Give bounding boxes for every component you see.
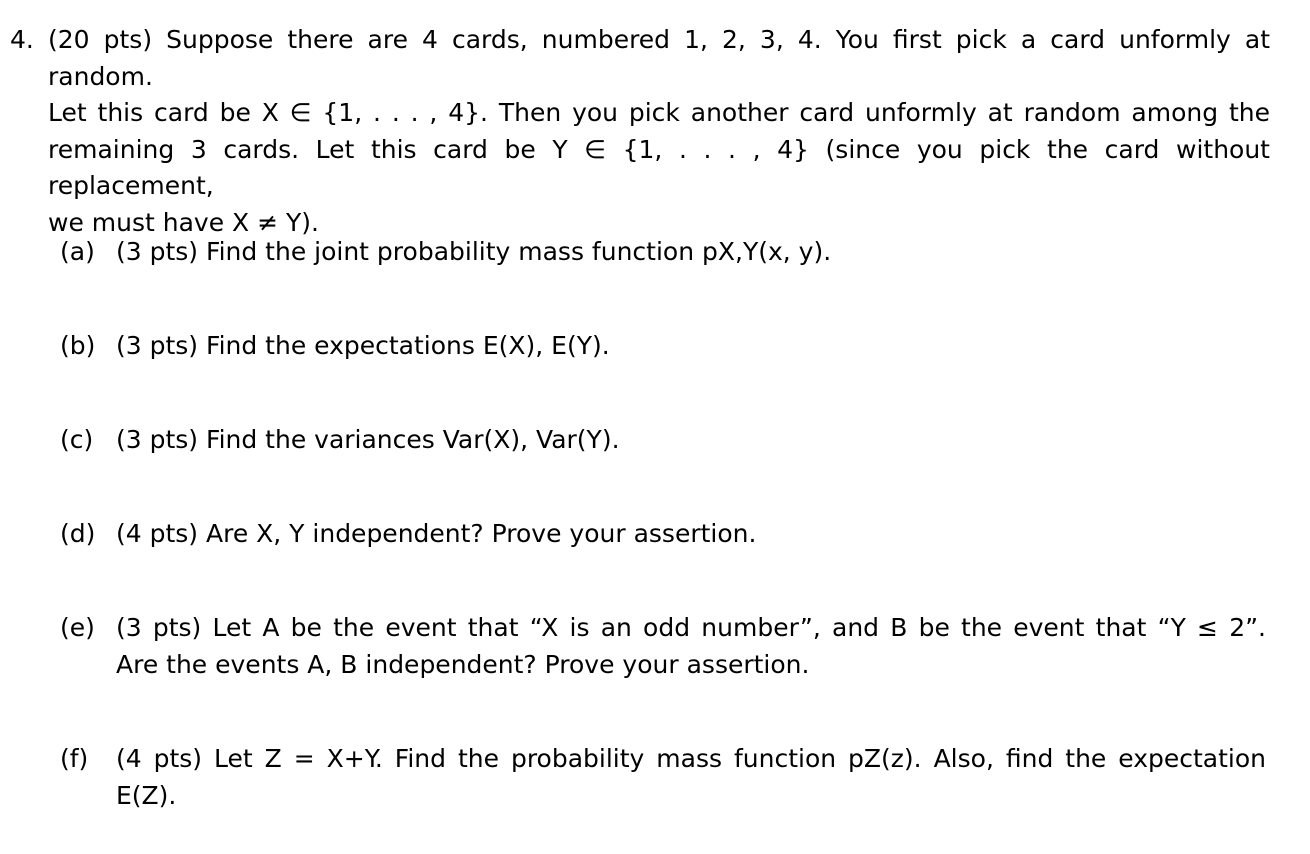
part-f (60, 741, 1266, 814)
part-f-text (116, 741, 1266, 814)
problem-header (10, 22, 1270, 241)
part-e-text (116, 610, 1266, 683)
intro-line-1: (20 pts) Suppose there are 4 cards, numbered 1, 2, 3, 4. You first pick a card unformly at random. (48, 25, 1270, 91)
part-f-label: (f) (60, 744, 89, 773)
part-b-text (116, 328, 1266, 365)
intro-line-4: we must have X ≠ Y). (48, 207, 319, 237)
part-e (60, 610, 1266, 683)
part-f-line-2: E(Z). (116, 780, 177, 810)
problem-number: 4. (10, 25, 34, 54)
part-d-line-1: (4 pts) Are X, Y independent? Prove your assertion. (116, 519, 757, 548)
intro-line-2: Let this card be X ∈ {1, . . . , 4}. Then you pick another card unformly at random among the (48, 98, 1270, 127)
part-a (60, 234, 1266, 271)
part-c-line-1: (3 pts) Find the variances Var(X), Var(Y). (116, 425, 620, 454)
part-f-line-1: (4 pts) Let Z = X+Y. Find the probability mass function pZ(z). Also, find the expectation (116, 744, 1266, 773)
part-a-label: (a) (60, 237, 95, 266)
part-e-label: (e) (60, 613, 95, 642)
part-e-line-2: Are the events A, B independent? Prove your assertion. (116, 649, 810, 679)
part-b-line-1: (3 pts) Find the expectations E(X), E(Y). (116, 331, 610, 360)
part-d-text (116, 516, 1266, 553)
part-b (60, 328, 1266, 365)
part-a-line-1: (3 pts) Find the joint probability mass function pX,Y(x, y). (116, 237, 832, 266)
problem-4 (10, 22, 1270, 241)
part-a-text (116, 234, 1266, 271)
part-e-line-1: (3 pts) Let A be the event that “X is an odd number”, and B be the event that “Y ≤ 2”. (116, 613, 1266, 642)
part-c-text (116, 422, 1266, 459)
part-b-label: (b) (60, 331, 96, 360)
part-d (60, 516, 1266, 553)
part-d-label: (d) (60, 519, 96, 548)
part-c (60, 422, 1266, 459)
problem-statement (48, 22, 1270, 241)
intro-line-3: remaining 3 cards. Let this card be Y ∈ {1, . . . , 4} (since you pick the card without replacement, (48, 134, 1270, 200)
part-c-label: (c) (60, 425, 94, 454)
